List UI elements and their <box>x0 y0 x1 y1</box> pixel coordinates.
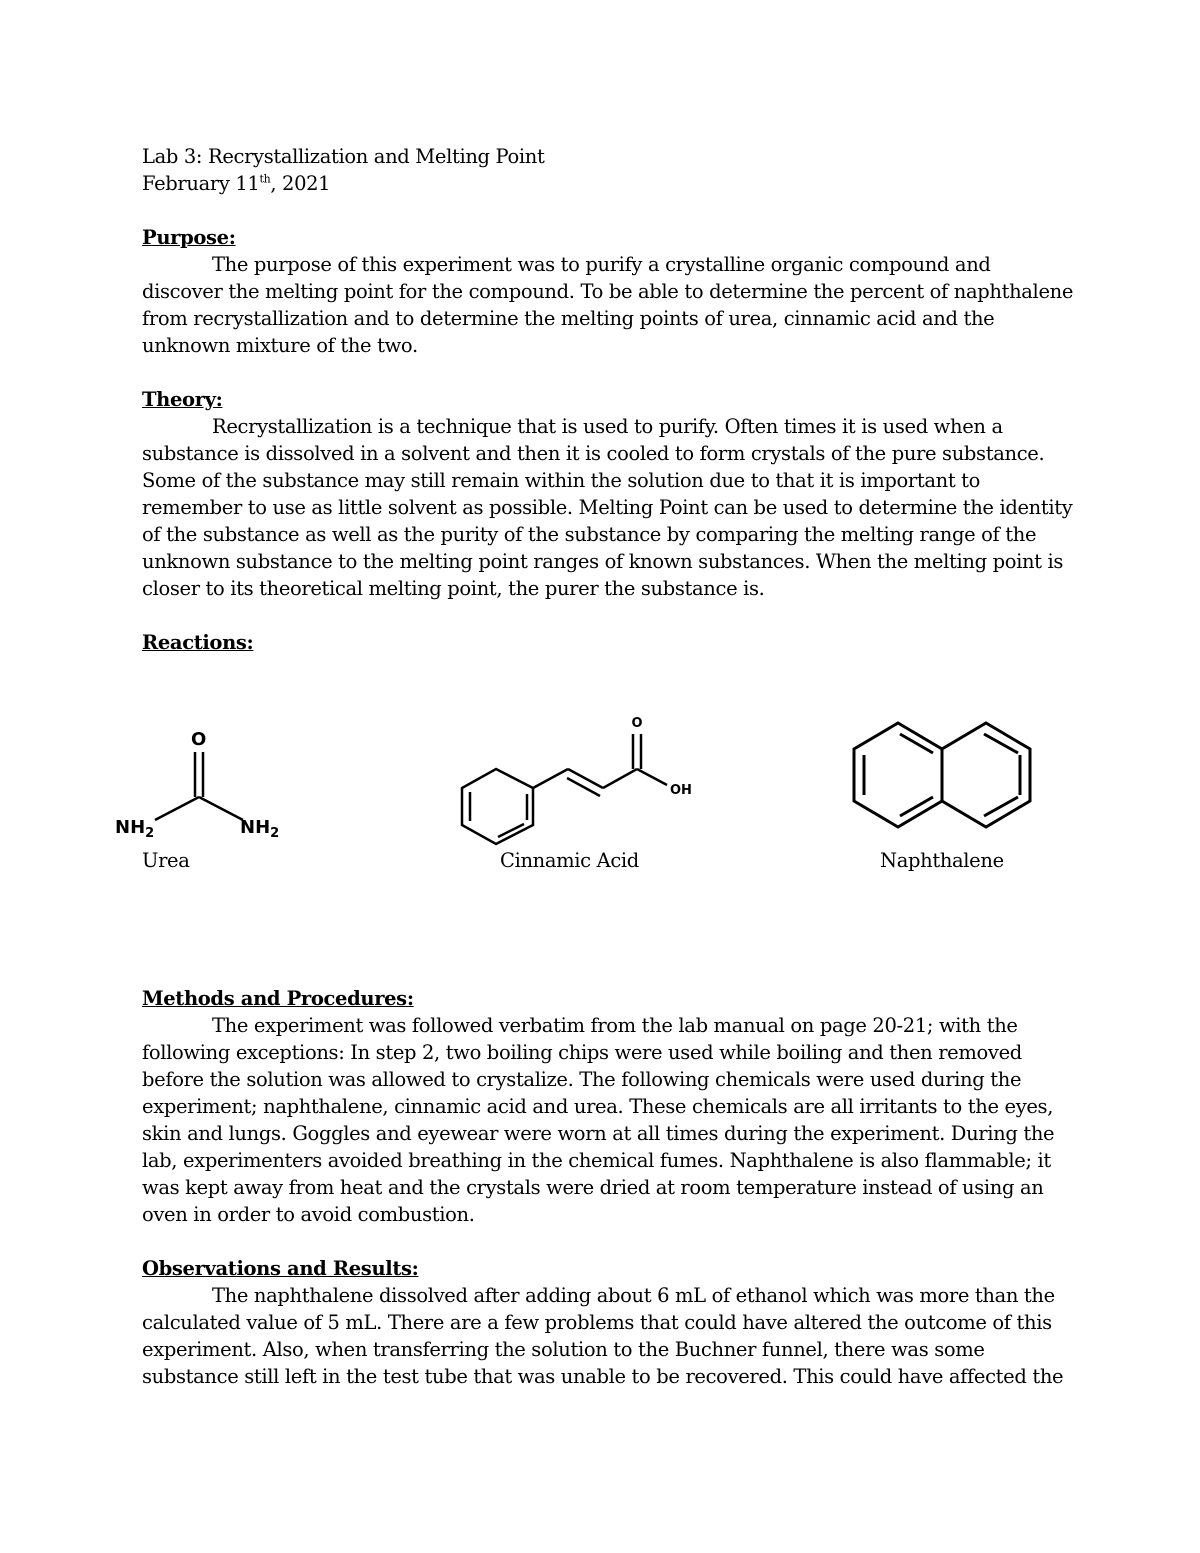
urea-label: Urea <box>142 849 190 872</box>
theory-line: unknown substance to the melting point ranges of known substances. When the melting point is <box>142 550 1064 573</box>
cinnamic-oxygen-label: O <box>631 716 643 731</box>
header-block <box>142 143 1077 656</box>
observations-line: experiment. Also, when transferring the solution to the Buchner funnel, there was some <box>142 1338 985 1361</box>
methods-line: following exceptions: In step 2, two boiling chips were used while boiling and then removed <box>142 1041 1022 1064</box>
methods-line: was kept away from heat and the crystals were dried at room temperature instead of using an <box>142 1176 1044 1199</box>
purpose-line: from recrystallization and to determine the melting points of urea, cinnamic acid and the <box>142 307 995 330</box>
purpose-line: unknown mixture of the two. <box>142 334 418 357</box>
methods-heading: Methods and Procedures: <box>142 987 414 1010</box>
observations-line: calculated value of 5 mL. There are a few problems that could have altered the outcome of this <box>142 1311 1052 1334</box>
urea-structure <box>155 752 243 820</box>
cinnamic-oh-label: OH <box>670 783 692 798</box>
theory-line: Recrystallization is a technique that is used to purify. Often times it is used when a <box>212 415 1003 438</box>
theory-line: Some of the substance may still remain within the solution due to that it is important to <box>142 469 981 492</box>
methods-line: The experiment was followed verbatim from the lab manual on page 20-21; with the <box>212 1014 1018 1037</box>
theory-line: substance is dissolved in a solvent and then it is cooled to form crystals of the pure substance. <box>142 442 1045 465</box>
observations-line: substance still left in the test tube that was unable to be recovered. This could have affected the <box>142 1365 1064 1388</box>
observations-heading: Observations and Results: <box>142 1257 419 1280</box>
theory-line: of the substance as well as the purity of the substance by comparing the melting range of the <box>142 523 1037 546</box>
cinnamic-acid-structure <box>462 734 667 844</box>
document-title: Lab 3: Recrystallization and Melting Point <box>142 145 545 168</box>
methods-block <box>142 985 1077 1390</box>
purpose-line: The purpose of this experiment was to purify a crystalline organic compound and <box>212 253 991 276</box>
methods-line: oven in order to avoid combustion. <box>142 1203 475 1226</box>
methods-line: before the solution was allowed to crystalize. The following chemicals were used during the <box>142 1068 1022 1091</box>
naphthalene-structure <box>854 723 1030 827</box>
cinnamic-acid-label: Cinnamic Acid <box>500 849 639 872</box>
naphthalene-label: Naphthalene <box>880 849 1004 872</box>
urea-nh2-right-label: $NH_2$ <box>240 817 280 841</box>
theory-heading: Theory: <box>142 388 223 411</box>
urea-nh2-left-label: $NH_2$ <box>115 817 155 841</box>
theory-line: remember to use as little solvent as possible. Melting Point can be used to determine the identity <box>142 496 1073 519</box>
urea-oxygen-label: O <box>191 729 207 750</box>
purpose-line: discover the melting point for the compound. To be able to determine the percent of naphthalene <box>142 280 1074 303</box>
observations-line: The naphthalene dissolved after adding about 6 mL of ethanol which was more than the <box>212 1284 1055 1307</box>
methods-line: skin and lungs. Goggles and eyewear were worn at all times during the experiment. During the <box>142 1122 1055 1145</box>
reactions-heading: Reactions: <box>142 631 254 654</box>
purpose-heading: Purpose: <box>142 226 236 249</box>
methods-line: lab, experimenters avoided breathing in the chemical fumes. Naphthalene is also flammable; it <box>142 1149 1051 1172</box>
methods-line: experiment; naphthalene, cinnamic acid and urea. These chemicals are all irritants to the eyes, <box>142 1095 1054 1118</box>
document-date: February 11th, 2021 <box>142 172 331 195</box>
theory-line: closer to its theoretical melting point, the purer the substance is. <box>142 577 765 600</box>
